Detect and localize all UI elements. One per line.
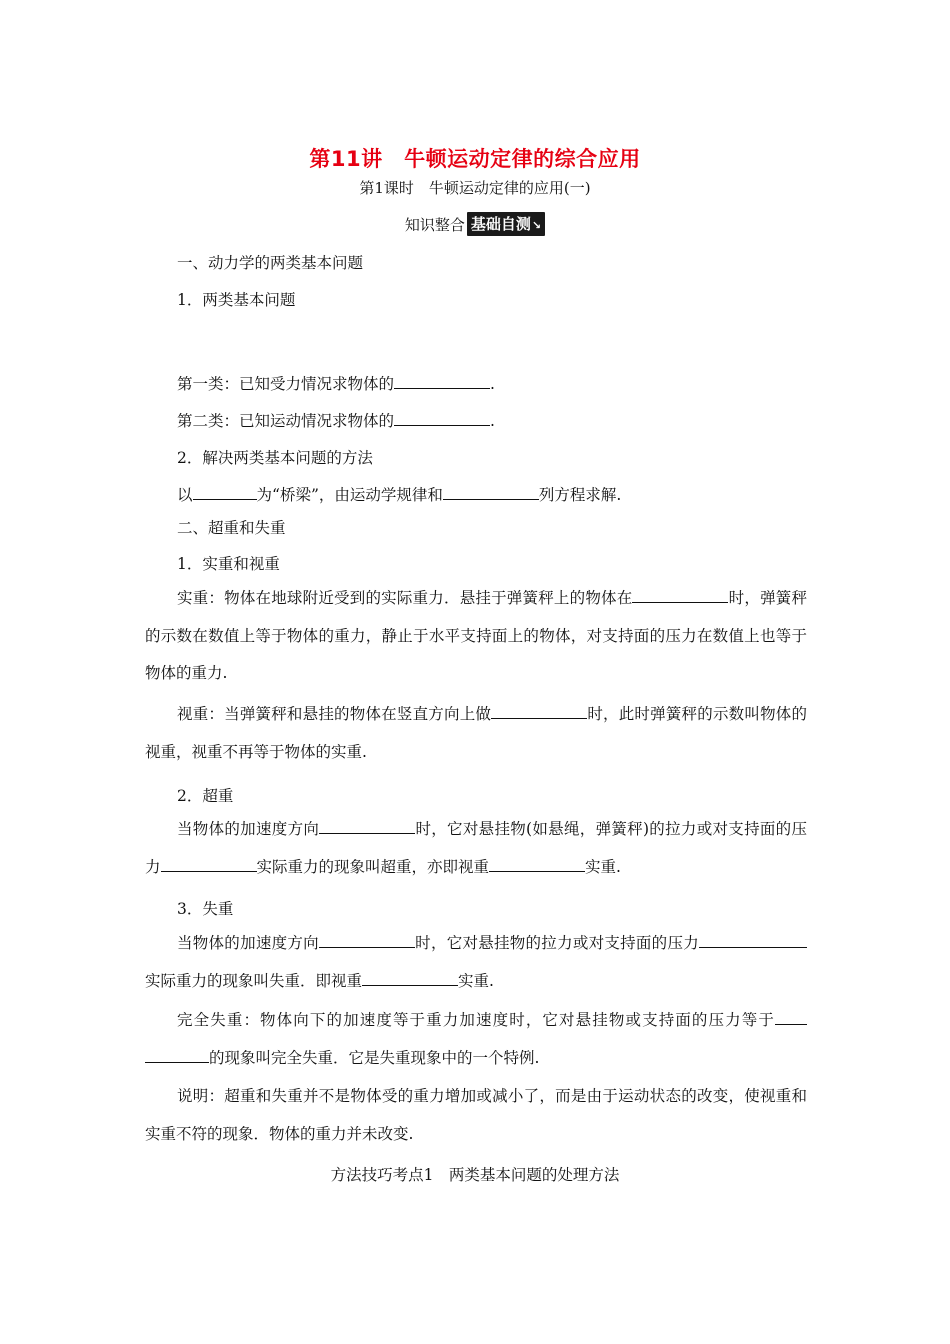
apparent-weight-a: 视重：当弹簧秤和悬挂的物体在竖直方向上做 xyxy=(177,705,492,723)
real-weight-b: 时，弹簧秤的示数在数值上等于物体的重力，静止于水平支持面上的物体，对支持面的压力在数值上也等于物体的重力. xyxy=(145,589,807,682)
lecture-title: 第11讲 牛顿运动定律的综合应用 xyxy=(309,147,641,171)
answer-blank[interactable] xyxy=(775,1010,807,1025)
heading-weightless: 3．失重 xyxy=(177,900,234,918)
weightless-b: 时，它对悬挂物的拉力或对支持面的压力 xyxy=(414,934,699,952)
answer-blank[interactable] xyxy=(319,819,415,834)
real-weight-paragraph xyxy=(145,580,807,693)
heading-method: 2．解决两类基本问题的方法 xyxy=(177,449,373,467)
weightless-a: 当物体的加速度方向 xyxy=(177,934,319,952)
complete-a: 完全失重：物体向下的加速度等于重力加速度时，它对悬挂物或支持面的压力等于 xyxy=(177,1011,775,1029)
answer-blank-continued[interactable] xyxy=(775,933,807,948)
answer-blank[interactable] xyxy=(491,704,587,719)
real-weight-a: 实重：物体在地球附近受到的实际重力．悬挂于弹簧秤上的物体在 xyxy=(177,589,633,607)
answer-blank[interactable] xyxy=(632,588,728,603)
type-one-text: 第一类：已知受力情况求物体的 xyxy=(177,375,395,393)
type-two-line xyxy=(177,409,495,431)
heading-overweight-weightless: 二、超重和失重 xyxy=(177,519,286,537)
apparent-weight-paragraph xyxy=(145,696,807,771)
section-tag-text: 基础自测 xyxy=(470,215,531,233)
note-paragraph: 说明：超重和失重并不是物体受的重力增加或减小了，而是由于运动状态的改变，使视重和实重不符的现象．物体的重力并未改变. xyxy=(145,1087,807,1143)
heading-dynamics: 一、动力学的两类基本问题 xyxy=(177,254,364,272)
answer-blank[interactable] xyxy=(443,485,539,500)
overweight-paragraph xyxy=(145,811,807,886)
type-one-end: . xyxy=(490,375,495,393)
answer-blank[interactable] xyxy=(362,971,458,986)
weightless-paragraph xyxy=(145,925,807,1000)
heading-real-apparent: 1．实重和视重 xyxy=(177,555,280,573)
overweight-d: 实重. xyxy=(585,857,621,876)
heading-overweight: 2．超重 xyxy=(177,787,234,805)
type-one-line xyxy=(177,372,495,394)
type-two-text: 第二类：已知运动情况求物体的 xyxy=(177,412,395,430)
method-line xyxy=(177,483,621,505)
weightless-d: 实重. xyxy=(458,971,494,990)
complete-weightless-paragraph xyxy=(145,1002,807,1077)
section-label: 知识整合 xyxy=(404,216,465,234)
overweight-a: 当物体的加速度方向 xyxy=(177,820,320,838)
type-two-end: . xyxy=(490,412,495,430)
method-text-b: 为“桥梁”，由运动学规律和 xyxy=(256,486,443,504)
answer-blank-continued[interactable] xyxy=(145,1048,209,1063)
section-tag xyxy=(467,212,545,236)
arrow-corner-icon: ↘ xyxy=(531,219,542,232)
apparent-weight-b: 时，此时弹簧秤的示数叫物体的视重，视重不再等于物体的实重. xyxy=(145,705,807,761)
answer-blank[interactable] xyxy=(489,857,585,872)
answer-blank[interactable] xyxy=(193,485,257,500)
complete-b: 的现象叫完全失重．它是失重现象中的一个特例. xyxy=(209,1048,540,1067)
answer-blank[interactable] xyxy=(319,933,415,948)
answer-blank[interactable] xyxy=(394,374,490,389)
method-text-a: 以 xyxy=(177,486,193,504)
lesson-subtitle: 第1课时 牛顿运动定律的应用(一) xyxy=(359,179,591,197)
method-heading: 方法技巧考点1 两类基本问题的处理方法 xyxy=(330,1166,620,1184)
overweight-c: 实际重力的现象叫超重，亦即视重 xyxy=(256,857,490,876)
heading-two-types: 1．两类基本问题 xyxy=(177,291,296,309)
method-text-c: 列方程求解. xyxy=(538,486,622,504)
answer-blank[interactable] xyxy=(394,411,490,426)
overweight-b: 时，它对悬挂物(如悬绳，弹簧秤)的拉力或对支持面的压力 xyxy=(145,820,807,876)
answer-blank[interactable] xyxy=(699,933,775,948)
answer-blank[interactable] xyxy=(161,857,257,872)
section-banner xyxy=(0,212,950,236)
weightless-c: 实际重力的现象叫失重．即视重 xyxy=(145,971,363,990)
